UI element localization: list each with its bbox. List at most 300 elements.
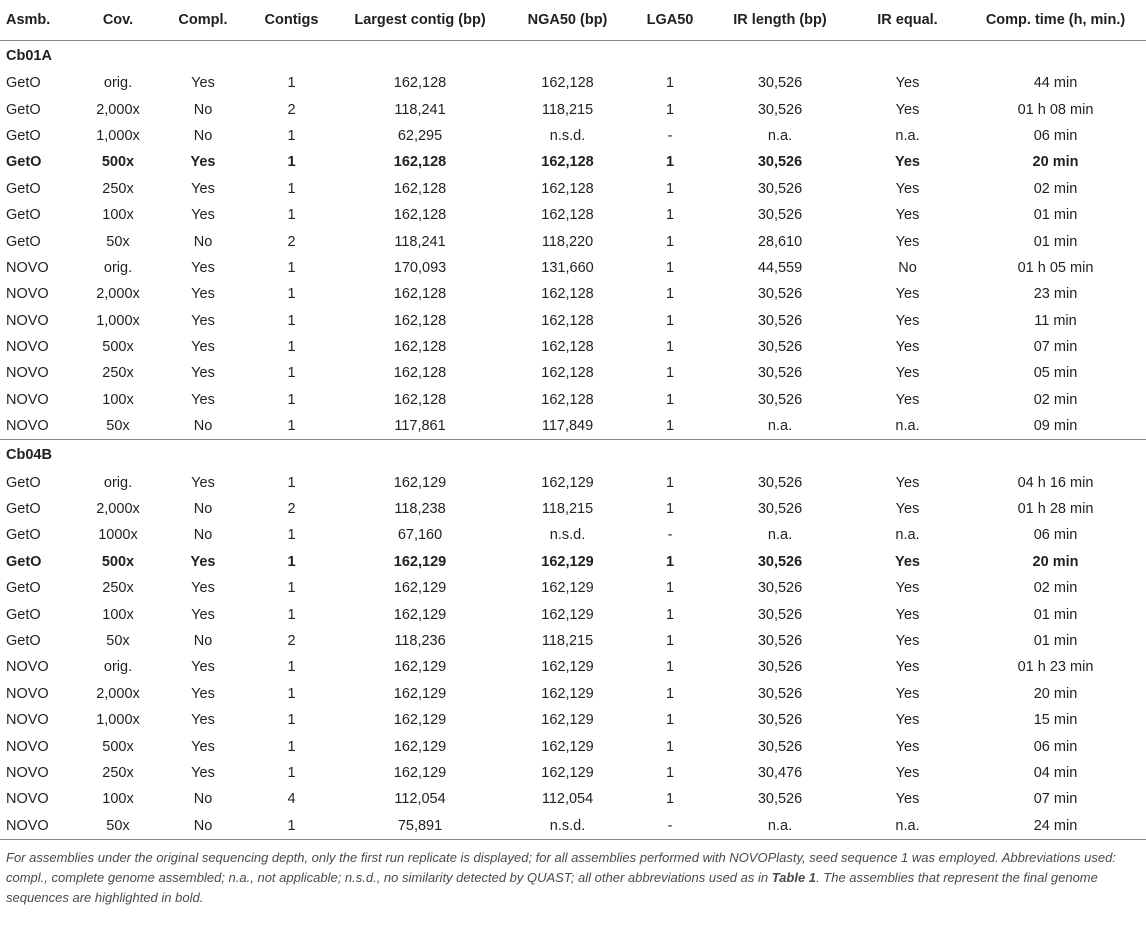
table-cell: 162,129 <box>393 553 447 570</box>
table-cell: No <box>193 127 213 144</box>
table-cell: 30,476 <box>757 764 803 781</box>
table-cell: 1 <box>665 685 675 702</box>
table-cell: - <box>667 127 673 144</box>
table-cell: 1 <box>287 474 296 491</box>
table-row <box>0 413 1146 440</box>
table-cell: 1 <box>287 180 296 197</box>
table-cell: Yes <box>895 180 920 197</box>
table-cell: 162,129 <box>393 606 447 623</box>
table-cell: 100x <box>102 606 134 623</box>
table-cell: 118,241 <box>394 233 446 250</box>
table-cell: 162,128 <box>393 339 447 356</box>
table-cell: 1 <box>665 553 675 570</box>
table-cell: 162,129 <box>393 474 447 491</box>
table-footnote <box>0 840 1146 908</box>
table-cell: n.s.d. <box>549 527 586 544</box>
table-cell: 02 min <box>1033 180 1078 197</box>
table-cell: 2 <box>287 101 296 118</box>
table-cell: Yes <box>191 659 215 676</box>
table-cell: 1 <box>287 580 296 597</box>
table-cell: NOVO <box>6 365 49 382</box>
table-cell: GetO <box>6 527 41 544</box>
table-cell: 30,526 <box>757 633 803 649</box>
table-cell: 04 min <box>1033 764 1078 781</box>
table-cell: 1 <box>287 606 296 623</box>
table-cell: Yes <box>191 75 215 92</box>
table-cell: 1 <box>287 418 296 435</box>
table-cell: 1 <box>248 813 335 840</box>
table-cell: 162,129 <box>393 659 447 676</box>
table-cell: 1 <box>287 365 296 382</box>
table-cell: 162,128 <box>393 207 447 224</box>
table-cell: 117,861 <box>394 418 446 435</box>
table-cell: NOVO <box>6 791 49 808</box>
table-cell: GetO <box>6 75 41 92</box>
table-cell: NOVO <box>6 764 49 781</box>
table-row <box>0 308 1146 334</box>
table-cell: 1 <box>665 659 675 676</box>
table-cell: No <box>193 418 213 435</box>
table-row <box>0 760 1146 786</box>
table-cell: 2 <box>287 633 296 649</box>
footnote-table-ref: Table 1 <box>771 869 817 885</box>
table-cell: No <box>193 527 213 544</box>
column-header: Largest contig (bp) <box>335 0 505 41</box>
table-cell: 30,526 <box>757 286 803 303</box>
table-cell: 44,559 <box>757 259 803 276</box>
table-cell: 1 <box>665 418 675 435</box>
table-cell: 162,129 <box>541 580 594 597</box>
table-row <box>0 575 1146 601</box>
table-cell: No <box>158 813 248 840</box>
table-cell: Yes <box>191 474 215 491</box>
table-cell: 1 <box>665 712 675 729</box>
table-cell: GetO <box>6 127 41 144</box>
table-row <box>0 176 1146 202</box>
table-cell: n.a. <box>767 127 793 144</box>
table-cell: GetO <box>6 633 41 649</box>
table-cell: 1 <box>665 580 675 597</box>
table-cell: 162,129 <box>541 659 594 676</box>
table-cell: 1,000x <box>96 712 140 729</box>
table-cell: 1 <box>665 391 675 408</box>
table-row <box>0 70 1146 96</box>
column-header: NGA50 (bp) <box>505 0 630 41</box>
table-cell: 118,215 <box>541 101 594 118</box>
table-cell: 07 min <box>1033 791 1078 808</box>
table-cell: Yes <box>895 580 920 597</box>
table-cell: 44 min <box>1033 75 1078 92</box>
table-cell: 50x <box>106 233 130 250</box>
table-row <box>0 387 1146 413</box>
table-cell: Yes <box>191 685 215 702</box>
table-cell: n.a. <box>895 127 920 144</box>
table-cell: Yes <box>895 154 920 171</box>
table-cell: Yes <box>191 339 215 356</box>
table-cell: 500x <box>102 738 134 755</box>
table-cell: 162,128 <box>541 391 594 408</box>
table-cell: 1 <box>665 101 675 118</box>
table-cell: 1,000x <box>96 312 140 329</box>
table-cell: 30,526 <box>757 207 803 224</box>
table-row <box>0 149 1146 175</box>
table-cell: 162,129 <box>541 738 594 755</box>
table-cell: 162,128 <box>393 154 447 171</box>
table-cell: 01 h 05 min <box>1017 259 1094 276</box>
table-cell: 01 h 08 min <box>1017 101 1094 118</box>
table-cell: 162,128 <box>393 75 447 92</box>
table-cell: Yes <box>895 286 920 303</box>
table-cell: 1 <box>665 738 675 755</box>
table-cell: 1 <box>287 154 296 171</box>
table-cell: 1 <box>665 501 675 518</box>
table-cell: NOVO <box>6 312 49 329</box>
table-cell: 20 min <box>1033 685 1078 702</box>
table-cell: 162,128 <box>393 286 447 303</box>
table-cell: 2 <box>287 233 296 250</box>
table-cell: 30,526 <box>757 685 803 702</box>
table-cell: 09 min <box>1033 418 1078 435</box>
table-cell: Yes <box>191 207 215 224</box>
table-cell: 250x <box>102 580 134 597</box>
column-header: IR length (bp) <box>710 0 850 41</box>
table-cell: 30,526 <box>757 791 803 808</box>
table-cell: 170,093 <box>393 259 447 276</box>
table-cell: 162,128 <box>393 391 447 408</box>
table-cell: GetO <box>6 180 41 197</box>
section-label: Cb04B <box>0 440 1146 470</box>
table-cell: 118,215 <box>541 633 594 649</box>
table-cell: 1 <box>287 75 296 92</box>
table-cell: 162,128 <box>541 75 594 92</box>
column-header: LGA50 <box>630 0 710 41</box>
table-cell: Yes <box>191 286 215 303</box>
table-cell: 01 h 23 min <box>1017 659 1094 676</box>
table-cell: 01 min <box>1033 606 1078 623</box>
table-cell: 162,129 <box>393 685 447 702</box>
table-cell: 01 h 28 min <box>1017 501 1094 518</box>
table-cell: Yes <box>895 312 920 329</box>
table-row <box>0 228 1146 254</box>
table-cell: 4 <box>287 791 296 808</box>
column-header: Compl. <box>158 0 248 41</box>
table-cell: Yes <box>191 312 215 329</box>
table-cell: 06 min <box>1033 127 1078 144</box>
table-cell: Yes <box>191 180 215 197</box>
table-cell: GetO <box>6 580 41 597</box>
table-cell: - <box>667 527 673 544</box>
table-cell: 75,891 <box>335 813 505 840</box>
table-cell: Yes <box>895 501 920 518</box>
table-cell: NOVO <box>6 391 49 408</box>
table-cell: NOVO <box>6 418 49 435</box>
table-cell: 1000x <box>98 527 138 544</box>
table-cell: 162,129 <box>541 606 594 623</box>
table-cell: 131,660 <box>541 259 594 276</box>
table-cell: 162,129 <box>541 764 594 781</box>
table-cell: 50x <box>106 418 130 435</box>
table-cell: n.a. <box>850 813 965 840</box>
table-row <box>0 469 1146 495</box>
table-body <box>0 41 1146 840</box>
table-cell: n.s.d. <box>549 127 586 144</box>
table-cell: 30,526 <box>757 391 803 408</box>
table-cell: 100x <box>102 391 134 408</box>
table-cell: 100x <box>102 791 134 808</box>
table-cell: Yes <box>190 553 216 570</box>
table-cell: Yes <box>895 553 920 570</box>
table-cell: GetO <box>6 606 41 623</box>
table-cell: Yes <box>895 101 920 118</box>
table-cell: 100x <box>102 207 134 224</box>
table-cell: Yes <box>190 154 216 171</box>
table-cell: orig. <box>103 75 133 92</box>
table-cell: n.a. <box>710 813 850 840</box>
table-cell: Yes <box>191 606 215 623</box>
table-cell: 1 <box>665 259 675 276</box>
table-cell: 162,129 <box>541 474 594 491</box>
table-cell: orig. <box>103 474 133 491</box>
table-cell: 162,128 <box>541 365 594 382</box>
table-cell: Yes <box>895 75 920 92</box>
table-row <box>0 334 1146 360</box>
table-cell: Yes <box>191 712 215 729</box>
table-cell: 01 min <box>1033 633 1078 649</box>
table-cell: 1 <box>287 339 296 356</box>
section-label: Cb01A <box>6 47 52 64</box>
table-row <box>0 813 1146 840</box>
table-cell: Yes <box>895 474 920 491</box>
table-cell: No <box>898 259 917 276</box>
table-cell: 30,526 <box>757 606 803 623</box>
table-cell: 1 <box>665 286 675 303</box>
table-cell: Yes <box>191 365 215 382</box>
table-cell: NOVO <box>6 659 49 676</box>
table-cell: Yes <box>191 391 215 408</box>
table-cell: 02 min <box>1033 580 1078 597</box>
table-cell: 112,054 <box>394 791 446 808</box>
table-cell: 1 <box>665 764 675 781</box>
table-cell: 04 h 16 min <box>1017 474 1094 491</box>
table-cell: 02 min <box>1033 391 1078 408</box>
table-cell: 112,054 <box>541 791 594 808</box>
table-cell: 30,526 <box>757 553 803 570</box>
table-cell: 500x <box>101 553 135 570</box>
table-cell: 162,129 <box>393 580 447 597</box>
table-cell: 1 <box>665 474 675 491</box>
table-cell: n.a. <box>895 527 920 544</box>
table-cell: 162,129 <box>541 712 594 729</box>
table-cell: NOVO <box>0 813 78 840</box>
table-cell: 2,000x <box>96 286 140 303</box>
column-header: Comp. time (h, min.) <box>965 0 1146 41</box>
table-cell: 01 min <box>1033 207 1078 224</box>
table-cell: 250x <box>102 764 134 781</box>
table-cell: n.a. <box>767 527 793 544</box>
table-cell: 30,526 <box>757 154 803 171</box>
table-cell: Yes <box>895 712 920 729</box>
table-cell: 1 <box>665 606 675 623</box>
table-cell: GetO <box>6 101 41 118</box>
table-cell: 2,000x <box>96 101 140 118</box>
table-row <box>0 96 1146 122</box>
table-cell: 1 <box>287 738 296 755</box>
table-cell: GetO <box>6 501 41 518</box>
table-cell: 1 <box>665 339 675 356</box>
table-cell: NOVO <box>6 286 49 303</box>
table-cell: Yes <box>895 207 920 224</box>
table-cell: 1 <box>287 312 296 329</box>
table-cell: 1 <box>665 207 675 224</box>
table-cell: 1 <box>287 127 296 144</box>
table-cell: 23 min <box>1033 286 1078 303</box>
table-cell: 30,526 <box>757 501 803 518</box>
table-cell: Yes <box>895 233 920 250</box>
table-row <box>0 202 1146 228</box>
table-cell: 118,241 <box>394 101 446 118</box>
table-cell: Yes <box>191 764 215 781</box>
table-cell: 06 min <box>1033 527 1078 544</box>
table-cell: 20 min <box>1032 553 1079 570</box>
table-cell: 162,129 <box>393 712 447 729</box>
table-cell: 50x <box>78 813 158 840</box>
table-cell: 30,526 <box>757 312 803 329</box>
table-cell: 05 min <box>1033 365 1078 382</box>
table-cell: - <box>630 813 710 840</box>
table-cell: Yes <box>191 738 215 755</box>
table-cell: 162,128 <box>541 312 594 329</box>
table-cell: Yes <box>895 791 920 808</box>
table-cell: Yes <box>191 580 215 597</box>
table-cell: 118,238 <box>394 501 446 518</box>
table-cell: 162,129 <box>393 764 447 781</box>
table-cell: 1 <box>287 391 296 408</box>
table-cell: 30,526 <box>757 474 803 491</box>
table-cell: 1 <box>287 685 296 702</box>
column-header: Cov. <box>78 0 158 41</box>
table-cell: 20 min <box>1032 154 1079 171</box>
table-cell: 30,526 <box>757 738 803 755</box>
table-cell: GetO <box>6 233 41 250</box>
table-cell: 250x <box>102 365 134 382</box>
table-cell: Yes <box>895 339 920 356</box>
table-cell: 162,129 <box>541 685 594 702</box>
table-cell: 162,128 <box>393 365 447 382</box>
table-cell: 162,128 <box>541 286 594 303</box>
table-row <box>0 786 1146 812</box>
table-cell: 1 <box>287 712 296 729</box>
table-cell: 1 <box>665 365 675 382</box>
table-cell: 15 min <box>1033 712 1078 729</box>
table-row <box>0 601 1146 627</box>
table-cell: 117,849 <box>541 418 594 435</box>
table-cell: 1 <box>665 312 675 329</box>
footnote-text-end: . The assemblies that represent the final genome sequences are highlighted in bold. <box>6 869 1098 905</box>
section-header-row <box>0 440 1146 470</box>
table-cell: 118,220 <box>541 233 594 250</box>
table-cell: 1,000x <box>96 127 140 144</box>
table-cell: 162,128 <box>541 180 594 197</box>
table-cell: 2 <box>287 501 296 518</box>
table-row <box>0 733 1146 759</box>
table-cell: Yes <box>895 685 920 702</box>
table-cell: 162,129 <box>541 553 594 570</box>
table-cell: 1 <box>287 553 296 570</box>
table-cell: 162,129 <box>393 738 447 755</box>
table-cell: NOVO <box>6 738 49 755</box>
table-row <box>0 360 1146 386</box>
column-header: Asmb. <box>0 0 78 41</box>
table-cell: 50x <box>106 633 130 649</box>
table-cell: 1 <box>287 259 296 276</box>
table-cell: 2,000x <box>96 501 140 518</box>
table-cell: 1 <box>665 233 675 250</box>
table-cell: 30,526 <box>757 580 803 597</box>
table-cell: 162,128 <box>393 312 447 329</box>
table-cell: No <box>193 633 213 649</box>
table-cell: Yes <box>895 738 920 755</box>
table-cell: 01 min <box>1033 233 1078 250</box>
table-cell: 30,526 <box>757 339 803 356</box>
table-cell: 28,610 <box>757 233 803 250</box>
table-cell: 162,128 <box>541 154 594 171</box>
table-cell: 118,215 <box>541 501 594 518</box>
table-cell: GetO <box>6 154 42 171</box>
table-row <box>0 628 1146 654</box>
table-row <box>0 549 1146 575</box>
table-row <box>0 707 1146 733</box>
table-cell: Yes <box>895 391 920 408</box>
table-cell: 1 <box>665 154 675 171</box>
table-cell: NOVO <box>6 712 49 729</box>
table-cell: Yes <box>895 764 920 781</box>
table-cell: 30,526 <box>757 101 803 118</box>
table-cell: 62,295 <box>397 127 443 144</box>
table-cell: Yes <box>895 659 920 676</box>
table-cell: orig. <box>103 659 133 676</box>
table-cell: 30,526 <box>757 365 803 382</box>
table-cell: Yes <box>895 365 920 382</box>
table-cell: 2,000x <box>96 685 140 702</box>
table-cell: 30,526 <box>757 712 803 729</box>
column-header: IR equal. <box>850 0 965 41</box>
table-cell: GetO <box>6 474 41 491</box>
table-row <box>0 681 1146 707</box>
column-header: Contigs <box>248 0 335 41</box>
table-row <box>0 654 1146 680</box>
table-cell: 162,128 <box>393 180 447 197</box>
table-cell: Yes <box>895 633 920 649</box>
table-cell: 162,128 <box>541 207 594 224</box>
table-cell: n.a. <box>895 418 920 435</box>
table-row <box>0 522 1146 548</box>
table-cell: No <box>193 233 213 250</box>
table-row <box>0 496 1146 522</box>
table-cell: 30,526 <box>757 180 803 197</box>
table-cell: 11 min <box>1034 312 1077 329</box>
table-cell: 1 <box>287 207 296 224</box>
table-cell: 1 <box>665 180 675 197</box>
header-row <box>0 0 1146 41</box>
table-cell: No <box>193 501 213 518</box>
table-cell: GetO <box>6 553 42 570</box>
table-cell: NOVO <box>6 339 49 356</box>
table-cell: 118,236 <box>394 633 446 649</box>
table-cell: NOVO <box>6 685 49 702</box>
table-cell: NOVO <box>6 259 49 276</box>
table-cell: No <box>193 791 213 808</box>
table-cell: 162,128 <box>541 339 594 356</box>
